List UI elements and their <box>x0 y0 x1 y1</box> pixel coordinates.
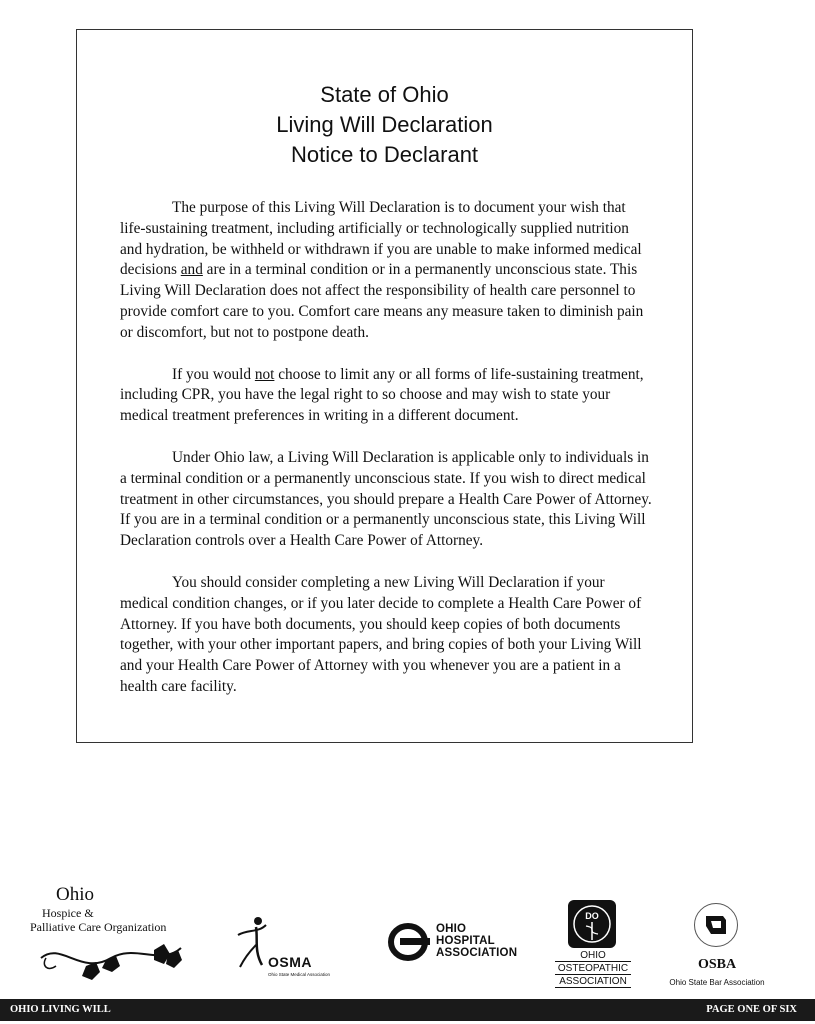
osma-name: OSMA <box>268 954 312 970</box>
osba-subtitle: Ohio State Bar Association <box>669 978 765 987</box>
ooa-line-1: OHIO <box>580 950 606 961</box>
osba-name: OSBA <box>697 957 737 972</box>
caduceus-icon <box>568 900 616 948</box>
page-title <box>77 80 692 170</box>
osba-seal-icon <box>694 903 738 947</box>
osma-logo <box>236 915 356 985</box>
ohio-hospital-association-logo <box>388 920 523 970</box>
ohio-hospice-logo <box>30 884 190 992</box>
emphasis-not: not <box>254 365 275 383</box>
ohio-state-bar-association-logo <box>663 903 773 993</box>
notice-body <box>120 198 652 719</box>
ooa-rule <box>555 987 631 988</box>
figure-icon <box>236 915 270 975</box>
ooa-rule <box>555 961 631 962</box>
vine-leaves-icon <box>36 936 186 986</box>
ooa-line-2: OSTEOPATHIC <box>557 963 629 974</box>
footer-page-number: PAGE ONE OF SIX <box>706 1004 797 1015</box>
oha-ring-icon <box>388 922 432 962</box>
ohpco-line-1: Ohio <box>56 884 94 905</box>
footer-document-name: OHIO LIVING WILL <box>10 1004 111 1015</box>
oha-line-1: OHIO <box>436 923 467 935</box>
ohpco-line-2: Hospice & <box>42 906 94 920</box>
osma-subtitle: Ohio State Medical Association <box>268 972 331 977</box>
title-line-1: State of Ohio <box>320 82 449 107</box>
emphasis-and: and <box>180 261 203 279</box>
notice-box <box>76 29 693 743</box>
paragraph-new-declaration: You should consider completing a new Living Will Declaration if your medical condition changes, or if you later decide to complete a Health Care Power of Attorney. If you have both documents, you should keep copies of both documents together, with your other important papers, and bring copies of both your Living Will and your Health Care Power of Attorney with you whenever you are a patient in a health care facility. <box>120 573 642 695</box>
ohio-osteopathic-association-logo <box>553 900 633 992</box>
ohpco-line-3: Palliative Care Organization <box>30 920 167 934</box>
oha-line-2: HOSPITAL <box>436 935 495 947</box>
title-line-3: Notice to Declarant <box>290 142 479 167</box>
paragraph-ohio-law: Under Ohio law, a Living Will Declaration is applicable only to individuals in a terminal condition or a permanently unconscious state. If you wish to direct medical treatment in other circumstances, you should prepare a Health Care Power of Attorney. If you are in a terminal condition or a permanently unconscious state, this Living Will Declaration controls over a Health Care Power of Attorney. <box>120 448 652 550</box>
ooa-emblem-text: DO <box>585 911 599 921</box>
paragraph-right-to-choose: If you would not choose to limit any or all forms of life-sustaining treatment, including CPR, you have the legal right to so choose and may wish to state your medical treatment preferences in writing in a different document. <box>120 365 644 425</box>
ooa-rule <box>555 974 631 975</box>
title-line-2: Living Will Declaration <box>276 112 493 137</box>
oha-line-3: ASSOCIATION <box>436 947 518 959</box>
paragraph-purpose: The purpose of this Living Will Declaration is to document your wish that life-sustaining treatment, including artificially or technologically supplied nutrition and hydration, be withheld or withdrawn if you are unable to make informed medical decisions and are in a terminal condition or in a permanently unconscious state. This Living Will Declaration does not affect the responsibility of health care personnel to provide comfort care to you. Comfort care means any measure taken to diminish pain or discomfort, but not to postpone death. <box>120 199 644 341</box>
ooa-line-3: ASSOCIATION <box>559 976 627 987</box>
footer-bar <box>0 999 815 1021</box>
